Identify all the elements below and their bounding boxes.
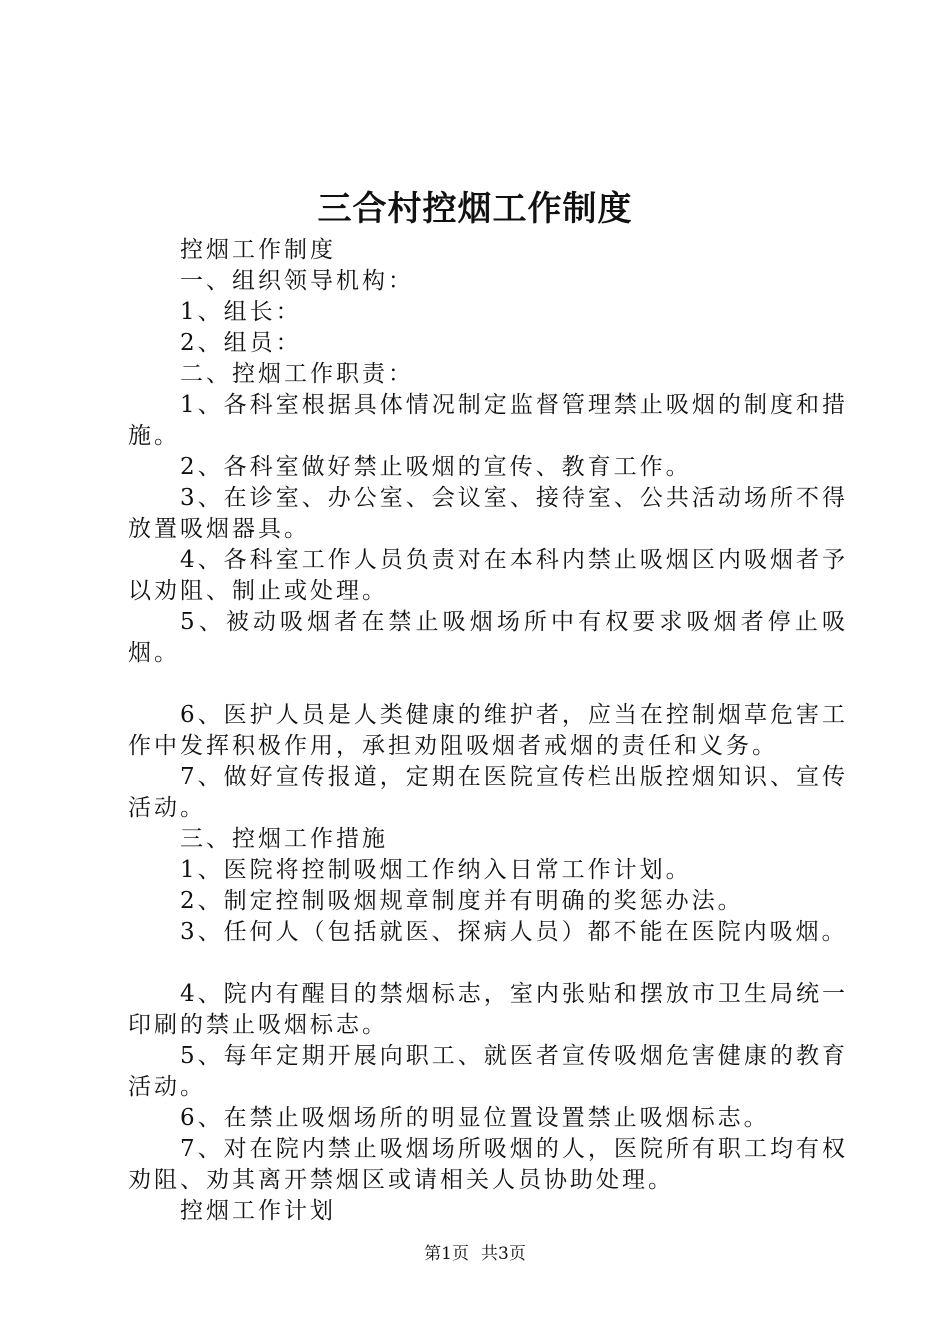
- paragraph: 1、组长：: [180, 299, 302, 325]
- paragraph: 6、医护人员是人类健康的维护者，应当在控制烟草危害工作中发挥积极作用，承担劝阻吸烟者戒烟的责任和义务。: [128, 702, 848, 759]
- document-body: [128, 235, 848, 1227]
- page-total: 共3页: [481, 1244, 526, 1264]
- page-footer: [0, 1242, 950, 1266]
- paragraph: 控烟工作计划: [180, 1198, 336, 1224]
- paragraph: 控烟工作制度: [180, 237, 336, 263]
- paragraph: 2、各科室做好禁止吸烟的宣传、教育工作。: [180, 454, 692, 480]
- paragraph: 1、医院将控制吸烟工作纳入日常工作计划。: [180, 857, 692, 883]
- paragraph: 1、各科室根据具体情况制定监督管理禁止吸烟的制度和措施。: [128, 392, 848, 449]
- paragraph: 5、被动吸烟者在禁止吸烟场所中有权要求吸烟者停止吸烟。: [128, 609, 848, 666]
- paragraph: 一、组织领导机构：: [180, 268, 414, 294]
- paragraph: 7、做好宣传报道，定期在医院宣传栏出版控烟知识、宣传活动。: [128, 764, 848, 821]
- paragraph: 2、制定控制吸烟规章制度并有明确的奖惩办法。: [180, 888, 744, 914]
- paragraph: 5、每年定期开展向职工、就医者宣传吸烟危害健康的教育活动。: [128, 1043, 848, 1100]
- document-title: 三合村控烟工作制度: [317, 189, 633, 229]
- paragraph: 7、对在院内禁止吸烟场所吸烟的人，医院所有职工均有权劝阻、劝其离开禁烟区或请相关人员协助处理。: [128, 1136, 848, 1193]
- paragraph: 2、组员：: [180, 330, 302, 356]
- paragraph: 3、任何人（包括就医、探病人员）都不能在医院内吸烟。: [180, 919, 848, 945]
- paragraph: 3、在诊室、办公室、会议室、接待室、公共活动场所不得放置吸烟器具。: [128, 485, 848, 542]
- paragraph: 4、各科室工作人员负责对在本科内禁止吸烟区内吸烟者予以劝阻、制止或处理。: [128, 547, 848, 604]
- paragraph: 二、控烟工作职责：: [180, 361, 414, 387]
- paragraph: 三、控烟工作措施: [180, 826, 388, 852]
- page-number: 第1页: [424, 1244, 469, 1264]
- paragraph: 4、院内有醒目的禁烟标志，室内张贴和摆放市卫生局统一印刷的禁止吸烟标志。: [128, 981, 848, 1038]
- paragraph: 6、在禁止吸烟场所的明显位置设置禁止吸烟标志。: [180, 1105, 770, 1131]
